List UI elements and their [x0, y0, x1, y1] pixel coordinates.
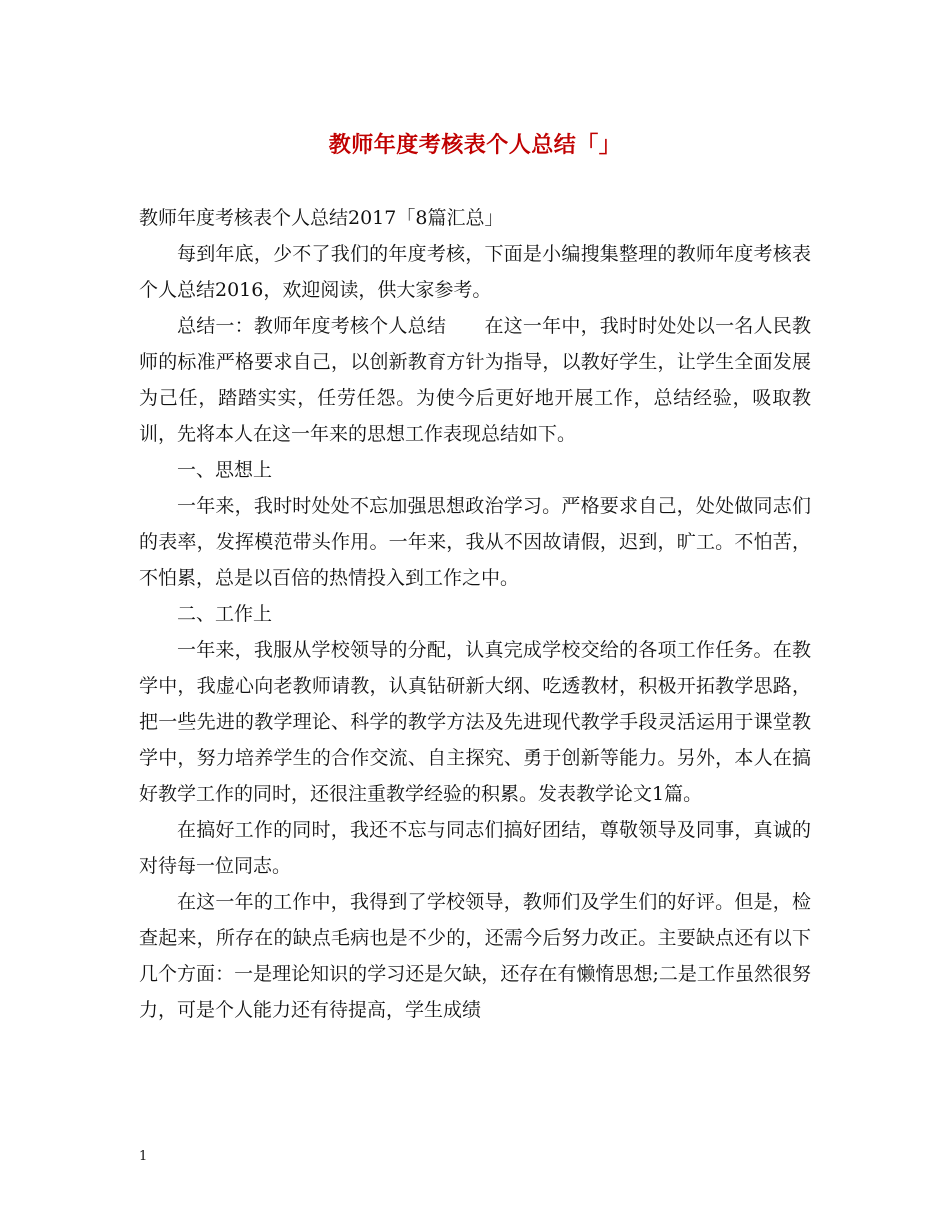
thought-paragraph: 一年来，我时时处处不忘加强思想政治学习。严格要求自己，处处做同志们的表率，发挥模范带头作用。一年来，我从不因故请假，迟到，旷工。不怕苦，不怕累，总是以百倍的热情投入到工作之中。 [139, 495, 811, 589]
work-paragraph: 一年来，我服从学校领导的分配，认真完成学校交给的各项工作任务。在教学中，我虚心向老教师请教，认真钻研新大纲、吃透教材，积极开拓教学思路，把一些先进的教学理论、科学的教学方法及先进现代教学手段灵活运用于课堂教学中，努力培养学生的合作交流、自主探究、勇于创新等能力。另外，本人在搞好教学工作的同时，还很注重教学经验的积累。发表教学论文1篇。 [139, 639, 811, 805]
unity-paragraph: 在搞好工作的同时，我还不忘与同志们搞好团结，尊敬领导及同事，真诚的对待每一位同志。 [139, 819, 811, 877]
intro-paragraph: 每到年底，少不了我们的年度考核，下面是小编搜集整理的教师年度考核表个人总结2016，欢迎阅读，供大家参考。 [139, 243, 811, 301]
summary-one-paragraph: 总结一：教师年度考核个人总结 在这一年中，我时时处处以一名人民教师的标准严格要求自己，以创新教育方针为指导，以教好学生，让学生全面发展为己任，踏踏实实，任劳任怨。为使今后更好地开展工作，总结经验，吸取教训，先将本人在这一年来的思想工作表现总结如下。 [139, 315, 811, 445]
page-number: 1 [139, 1149, 148, 1164]
document-title: 教师年度考核表个人总结「」 [328, 132, 622, 158]
subtitle-paragraph: 教师年度考核表个人总结2017「8篇汇总」 [139, 207, 504, 229]
review-paragraph: 在这一年的工作中，我得到了学校领导，教师们及学生们的好评。但是，检查起来，所存在的缺点毛病也是不少的，还需今后努力改正。主要缺点还有以下几个方面：一是理论知识的学习还是欠缺，还存在有懒惰思想;二是工作虽然很努力，可是个人能力还有待提高，学生成绩 [139, 891, 811, 1021]
section-heading-work: 二、工作上 [177, 603, 273, 625]
document-body [139, 200, 811, 1028]
section-heading-thought: 一、思想上 [177, 459, 273, 481]
